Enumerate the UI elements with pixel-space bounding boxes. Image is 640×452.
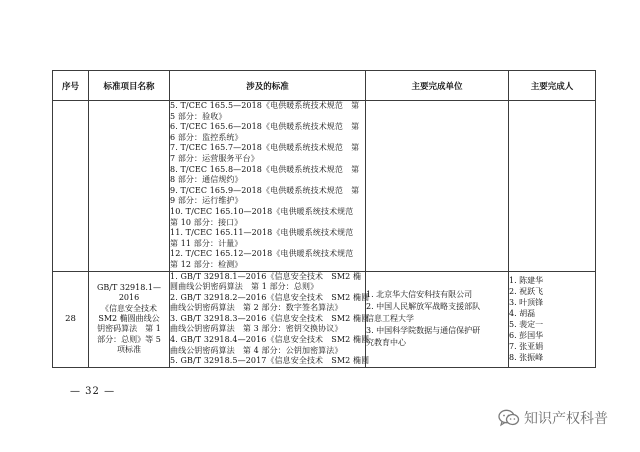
standard-line: 10. T/CEC 165.10—2018《电供暖系统技术规范	[170, 206, 354, 216]
standard-line: 8. T/CEC 165.8—2018《电供暖系统技术规范 第	[170, 164, 360, 174]
standard-line: 9. T/CEC 165.9—2018《电供暖系统技术规范 第	[170, 185, 360, 195]
project-name-cell	[89, 271, 170, 367]
standard-line: 6. T/CEC 165.6—2018《电供暖系统技术规范 第	[170, 122, 360, 132]
standard-line: 5. T/CEC 165.5—2018《电供暖系统技术规范 第	[170, 101, 360, 110]
unit-line: 究教育中心	[366, 338, 406, 348]
project-name-line: 项标准	[117, 345, 141, 355]
cell-empty-person	[509, 101, 596, 272]
table-header-row	[53, 71, 596, 101]
cell-empty-seq	[53, 101, 89, 272]
person-line: 6. 彭国华	[509, 331, 544, 341]
standard-line: 7. T/CEC 165.7—2018《电供暖系统技术规范 第	[170, 143, 360, 153]
standard-line: 6 部分：监控系统》	[170, 132, 243, 142]
standard-line: 1. GB/T 32918.1—2016《信息安全技术 SM2 椭	[170, 271, 362, 281]
standard-line: 9 部分：运行维护》	[170, 196, 243, 206]
cell-empty-name	[89, 101, 170, 272]
standard-line: 曲线公钥密码算法 第 4 部分：公钥加密算法》	[170, 345, 343, 355]
standard-line: 8 部分：通信规约》	[170, 175, 243, 185]
standard-line: 5 部分：验收》	[170, 111, 227, 121]
cell-standards-28	[170, 271, 370, 367]
cell-empty-unit	[366, 101, 509, 272]
header-seq: 序号	[53, 71, 89, 101]
project-name-line: 部分：总则》等 5	[97, 334, 161, 344]
project-name-line: 《信息安全技术	[101, 303, 157, 313]
standard-line: 12. T/CEC 165.12—2018《电供暖系统技术规范	[170, 249, 354, 259]
standards-table	[52, 70, 596, 368]
person-line: 8. 张振峰	[509, 353, 544, 363]
header-standards: 涉及的标准	[170, 71, 366, 101]
person-line: 7. 张亚娟	[509, 342, 544, 352]
standard-line: 第 12 部分：检测》	[170, 259, 243, 269]
standard-line: 7 部分：运营服务平台》	[170, 153, 259, 163]
project-name-line: SM2 椭圆曲线公	[98, 313, 160, 323]
cell-standards-continued	[170, 101, 366, 272]
standard-line: 2. GB/T 32918.2—2016《信息安全技术 SM2 椭圆	[170, 292, 370, 302]
persons-cell	[509, 271, 596, 367]
header-persons: 主要完成人	[509, 71, 596, 101]
standard-line: 5. GB/T 32918.5—2017《信息安全技术 SM2 椭圆	[170, 356, 370, 366]
unit-line: 3. 中国科学院数据与通信保护研	[366, 326, 481, 336]
watermark-text: 知识产权科普	[524, 411, 608, 427]
header-units: 主要完成单位	[366, 71, 509, 101]
standard-line: 3. GB/T 32918.3—2016《信息安全技术 SM2 椭圆	[170, 313, 370, 323]
units-cell	[366, 271, 509, 367]
watermark	[498, 408, 608, 428]
standard-line: 曲线公钥密码算法 第 2 部分：数字签名算法》	[170, 303, 343, 313]
standard-line: 第 11 部分：计量》	[170, 238, 243, 248]
person-line: 2. 祝跃飞	[509, 287, 544, 297]
wechat-icon	[498, 409, 520, 427]
standard-line: 圆曲线公钥密码算法 第 1 部分：总则》	[170, 282, 319, 292]
person-line: 5. 裴定一	[509, 320, 544, 330]
standard-line: 4. GB/T 32918.4—2016《信息安全技术 SM2 椭圆	[170, 335, 370, 345]
row-number: 28	[53, 271, 89, 367]
unit-line: 2. 中国人民解放军战略支援部队	[366, 302, 481, 312]
header-project-name: 标准项目名称	[89, 71, 170, 101]
unit-line: 1. 北京华大信安科技有限公司	[366, 290, 473, 300]
standard-line: 第 10 部分：接口》	[170, 217, 243, 227]
standard-line: 曲线公钥密码算法 第 3 部分：密钥交换协议》	[170, 324, 343, 334]
person-line: 1. 陈建华	[509, 276, 544, 286]
standard-line: 11. T/CEC 165.11—2018《电供暖系统技术规范	[170, 228, 354, 238]
table-row-continued	[53, 101, 596, 272]
person-line: 4. 胡磊	[509, 309, 536, 319]
page-number: — 32 —	[70, 386, 116, 397]
unit-line: 信息工程大学	[366, 314, 414, 324]
table-row-28	[53, 271, 596, 367]
project-name-line: GB/T 32918.1—2016	[97, 282, 161, 303]
person-line: 3. 叶顶锋	[509, 298, 544, 308]
project-name-line: 钥密码算法 第 1	[97, 324, 161, 334]
